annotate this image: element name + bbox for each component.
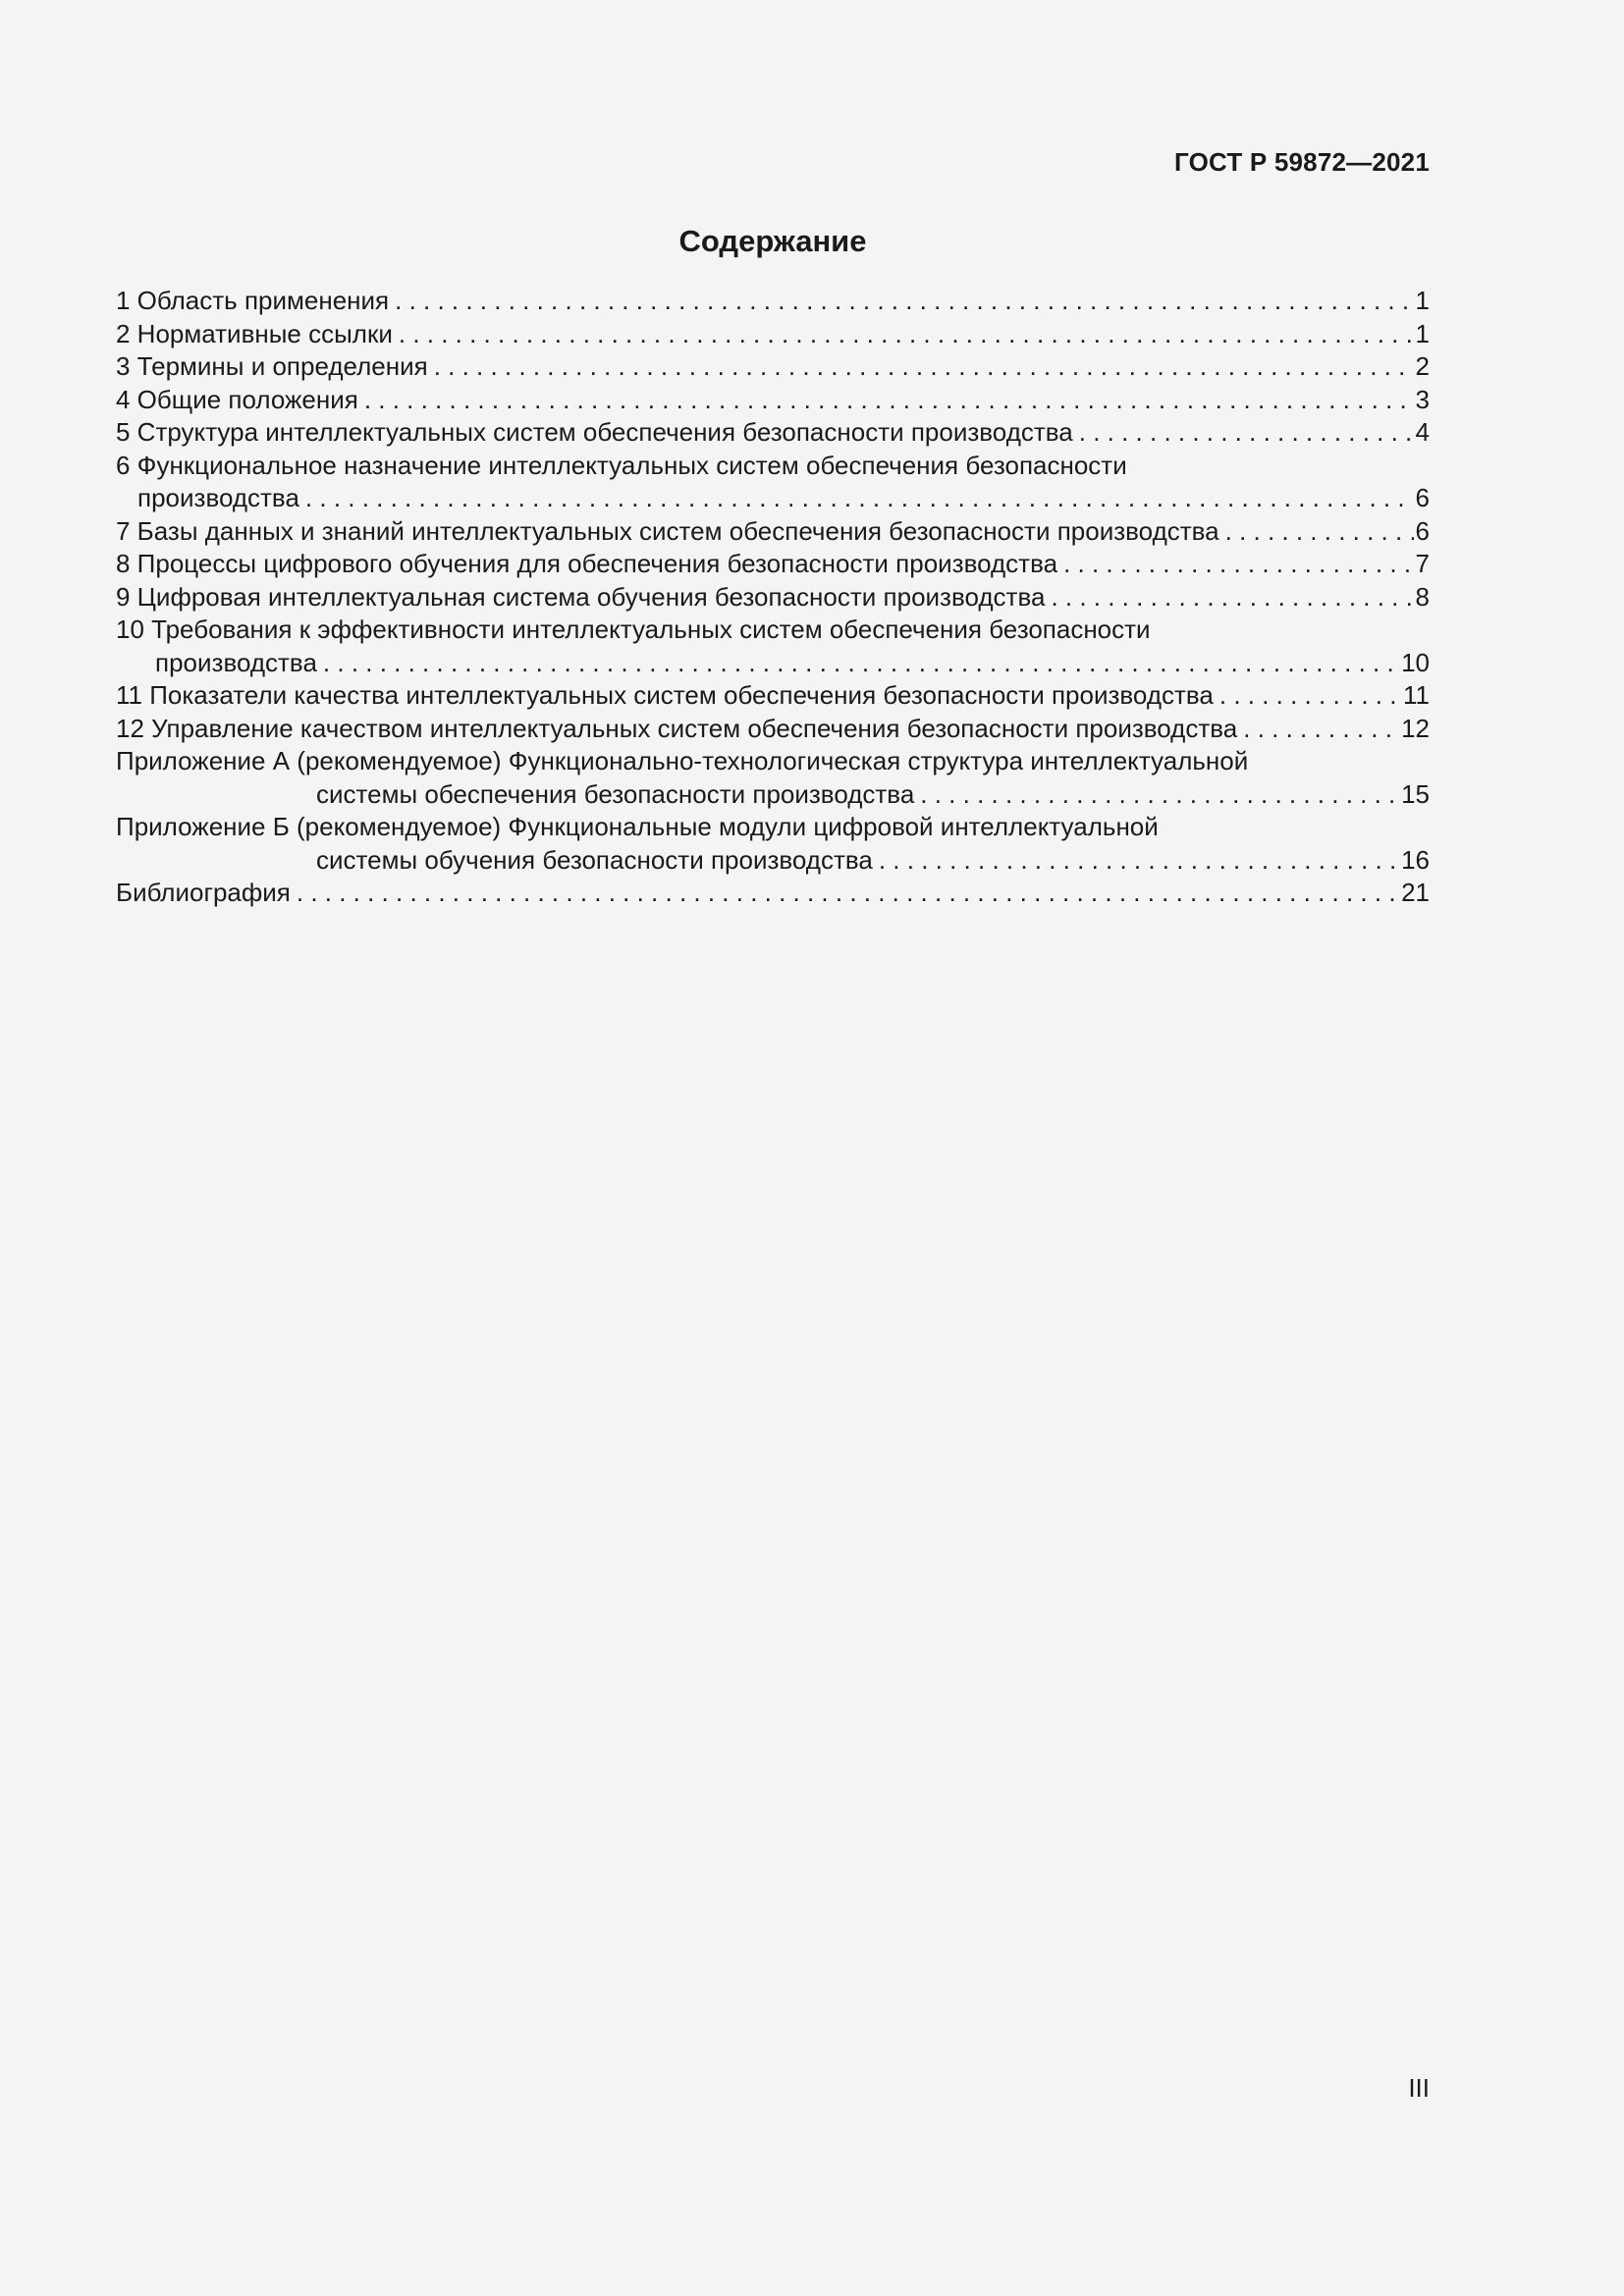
toc-entry-page: 16 [1401, 844, 1430, 875]
toc-leader-dots [1243, 713, 1399, 746]
toc-entry-title: 11 Показатели качества интеллектуальных систем обеспечения безопасности производства [116, 680, 1214, 710]
page-header: ГОСТ Р 59872—2021 [1174, 147, 1430, 177]
toc-entry-page: 21 [1401, 878, 1430, 907]
toc-leader-dots [297, 877, 1399, 910]
toc-entry-page: 10 [1401, 647, 1430, 677]
toc-leader-dots [1063, 548, 1413, 581]
toc-entry-title: 4 Общие положения [116, 384, 358, 414]
toc-leader-dots [1219, 679, 1401, 713]
table-of-contents [116, 285, 1430, 910]
toc-entry-11[interactable] [116, 679, 1430, 713]
toc-entry-12[interactable] [116, 713, 1430, 746]
toc-entry-10[interactable] [116, 614, 1430, 679]
toc-leader-dots [879, 844, 1399, 878]
toc-entry-title: 9 Цифровая интеллектуальная система обучения безопасности производства [116, 581, 1046, 612]
toc-entry-page: 12 [1401, 713, 1430, 743]
toc-entry-page: 6 [1415, 515, 1430, 546]
toc-entry-page: 4 [1415, 417, 1430, 447]
toc-entry-title-continued: системы обучения безопасности производства [316, 844, 873, 875]
toc-entry-3[interactable] [116, 350, 1430, 384]
toc-leader-dots [1051, 581, 1413, 614]
toc-entry-2[interactable] [116, 318, 1430, 351]
toc-entry-title-continued: производства [137, 483, 299, 512]
toc-entry-title: 10 Требования к эффективности интеллектуальных систем обеспечения безопасности [116, 614, 1151, 644]
toc-entry-bibliography[interactable] [116, 877, 1430, 910]
toc-leader-dots [1079, 416, 1414, 450]
toc-entry-appendix-a[interactable] [116, 745, 1430, 811]
toc-entry-title: 12 Управление качеством интеллектуальных систем обеспечения безопасности производства [116, 713, 1238, 743]
toc-leader-dots [1225, 515, 1414, 549]
toc-entry-page: 3 [1415, 384, 1430, 414]
toc-entry-5[interactable] [116, 416, 1430, 450]
toc-entry-7[interactable] [116, 515, 1430, 549]
toc-entry-page: 6 [1415, 483, 1430, 512]
toc-entry-title-continued: системы обеспечения безопасности производства [316, 778, 915, 809]
toc-entry-6[interactable] [116, 450, 1430, 515]
toc-leader-dots [323, 647, 1399, 680]
toc-leader-dots [364, 384, 1414, 417]
toc-entry-title: 2 Нормативные ссылки [116, 318, 393, 348]
toc-entry-page: 2 [1415, 351, 1430, 381]
toc-entry-title: Библиография [116, 878, 291, 907]
toc-leader-dots [920, 778, 1399, 812]
toc-leader-dots [305, 482, 1414, 515]
toc-entry-title: 3 Термины и определения [116, 351, 428, 381]
toc-entry-title: 7 Базы данных и знаний интеллектуальных систем обеспечения безопасности производства [116, 515, 1219, 546]
toc-leader-dots [395, 285, 1413, 318]
toc-entry-title: 8 Процессы цифрового обучения для обеспечения безопасности производства [116, 549, 1058, 578]
toc-entry-title-continued: производства [155, 647, 317, 677]
page-number: III [1408, 2073, 1430, 2103]
toc-entry-title: 1 Область применения [116, 286, 390, 315]
toc-entry-title: 5 Структура интеллектуальных систем обеспечения безопасности производства [116, 417, 1073, 447]
toc-entry-9[interactable] [116, 581, 1430, 614]
toc-entry-4[interactable] [116, 384, 1430, 417]
toc-entry-page: 15 [1401, 778, 1430, 809]
toc-entry-page: 7 [1415, 549, 1430, 578]
toc-entry-8[interactable] [116, 548, 1430, 581]
toc-entry-page: 8 [1415, 581, 1430, 612]
toc-entry-title: Приложение Б (рекомендуемое) Функциональные модули цифровой интеллектуальной [116, 812, 1159, 841]
toc-entry-title: 6 Функциональное назначение интеллектуальных систем обеспечения безопасности [116, 450, 1127, 480]
toc-entry-title: Приложение А (рекомендуемое) Функционально-технологическая структура интеллектуальной [116, 746, 1249, 775]
toc-entry-page: 1 [1415, 318, 1430, 348]
toc-leader-dots [399, 318, 1414, 351]
toc-title: Содержание [678, 224, 867, 258]
toc-entry-appendix-b[interactable] [116, 811, 1430, 877]
toc-leader-dots [434, 350, 1414, 384]
toc-entry-1[interactable] [116, 285, 1430, 318]
toc-entry-page: 1 [1415, 286, 1430, 315]
toc-entry-page: 11 [1403, 680, 1430, 710]
